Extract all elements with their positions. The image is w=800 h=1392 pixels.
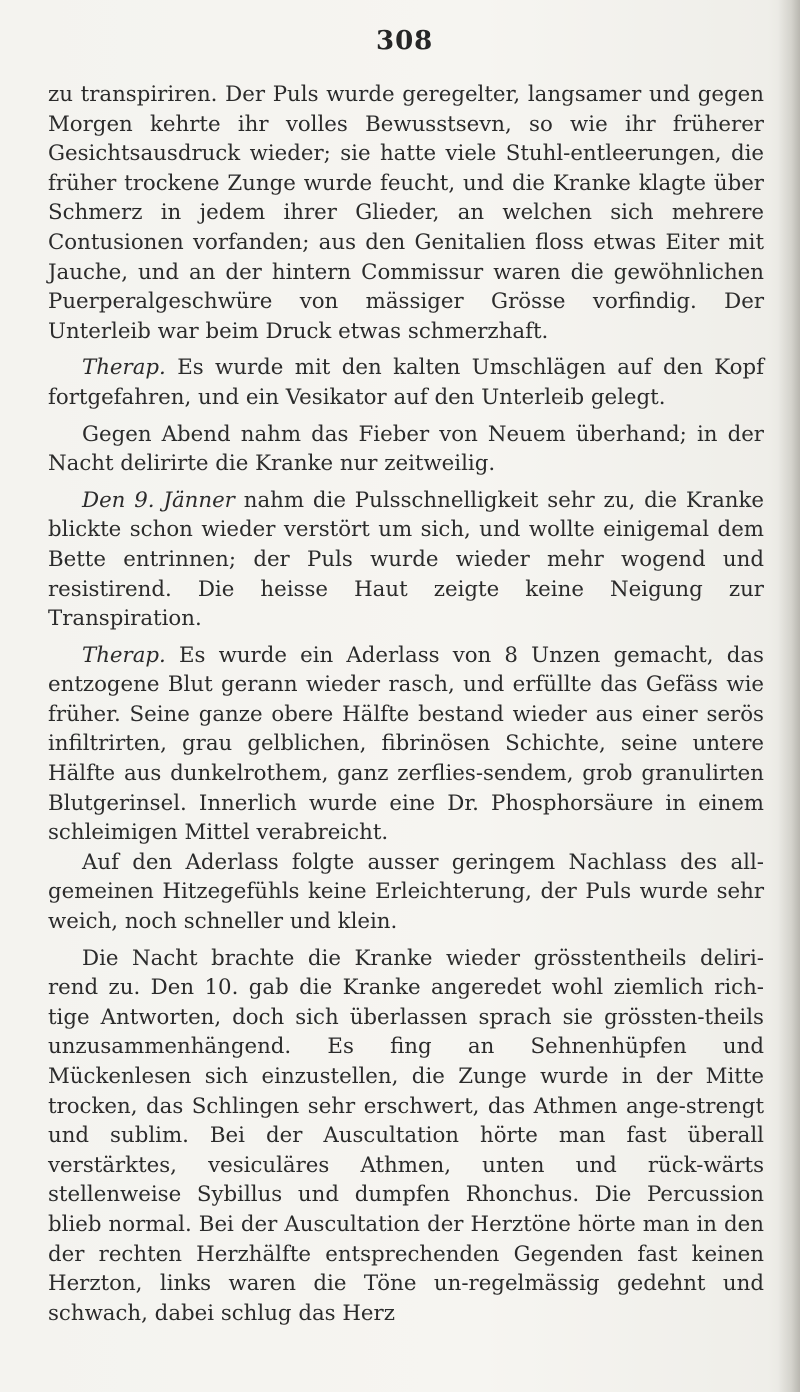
paragraph-5 <box>48 641 764 848</box>
paragraph-7-text: Die Nacht brachte die Kranke wieder grösstentheils deliri-rend zu. Den 10. gab die Kranke angeredet wohl ziemlich rich-tige Antworten, doch sich überlassen sprach sie grössten-theils unzusammenhängend. Es fing an Sehnenhüpfen und Mückenlesen sich einzustellen, die Zunge wurde in der Mitte trocken, das Schlingen sehr erschwert, das Athmen ange-strengt und sublim. Bei der Auscultation hörte man fast überall verstärktes, vesiculäres Athmen, unten und rück-wärts stellenweise Sybillus und dumpfen Rhonchus. Die Percussion blieb normal. Bei der Auscultation der Herztöne hörte man in den der rechten Herzhälfte entsprechenden Gegenden fast keinen Herzton, links waren die Töne un-regelmässig gedehnt und schwach, dabei schlug das Herz <box>48 945 764 1326</box>
paragraph-6 <box>48 848 764 937</box>
page-number: 308 <box>376 26 434 56</box>
paragraph-5-lead: Therap. <box>82 642 166 668</box>
page-edge-shadow <box>778 0 800 1392</box>
paragraph-2-text: Es wurde mit den kalten Umschlägen auf den Kopf fortgefahren, und ein Vesikator auf den Unterleib gelegt. <box>48 355 764 410</box>
paragraph-3 <box>48 420 764 479</box>
paragraph-4 <box>48 486 764 634</box>
paragraph-4-lead: Den 9. Jänner <box>82 487 235 513</box>
paragraph-7 <box>48 944 764 1329</box>
body-text <box>48 80 764 1335</box>
paragraph-1-text: zu transpiriren. Der Puls wurde geregelter, langsamer und gegen Morgen kehrte ihr volles Bewusstsevn, so wie ihr früherer Gesichtsausdruck wieder; sie hatte viele Stuhl-entleerungen, die früher trockene Zunge wurde feucht, und die Kranke klagte über Schmerz in jedem ihrer Glieder, an welchen sich mehrere Contusionen vorfanden; aus den Genitalien floss etwas Eiter mit Jauche, und an der hintern Commissur waren die gewöhnlichen Puerperalgeschwüre von mässiger Grösse vorfindig. Der Unterleib war beim Druck etwas schmerzhaft. <box>48 82 764 344</box>
paragraph-4-text: nahm die Pulsschnelligkeit sehr zu, die Kranke blickte schon wieder verstört um sich, und wollte einigemal dem Bette entrinnen; der Puls wurde wieder mehr wogend und resistirend. Die heisse Haut zeigte keine Neigung zur Transpiration. <box>48 487 764 632</box>
paragraph-1 <box>48 80 764 346</box>
paragraph-2-lead: Therap. <box>82 355 166 381</box>
paragraph-6-text: Auf den Aderlass folgte ausser geringem Nachlass des all-gemeinen Hitzegefühls keine Erleichterung, der Puls wurde sehr weich, noch schneller und klein. <box>48 849 764 935</box>
paragraph-3-text: Gegen Abend nahm das Fieber von Neuem überhand; in der Nacht delirirte die Kranke nur zeitweilig. <box>48 421 764 477</box>
paragraph-5-text: Es wurde ein Aderlass von 8 Unzen gemacht, das entzogene Blut gerann wieder rasch, und erfüllte das Gefäss wie früher. Seine ganze obere Hälfte bestand wieder aus einer serös infiltrirten, grau gelblichen, fibrinösen Schichte, seine untere Hälfte aus dunkelrothem, ganz zerflies-sendem, grob granulirten Blutgerinsel. Innerlich wurde eine Dr. Phosphorsäure in einem schleimigen Mittel verabreicht. <box>48 642 764 846</box>
paragraph-2 <box>48 353 764 412</box>
